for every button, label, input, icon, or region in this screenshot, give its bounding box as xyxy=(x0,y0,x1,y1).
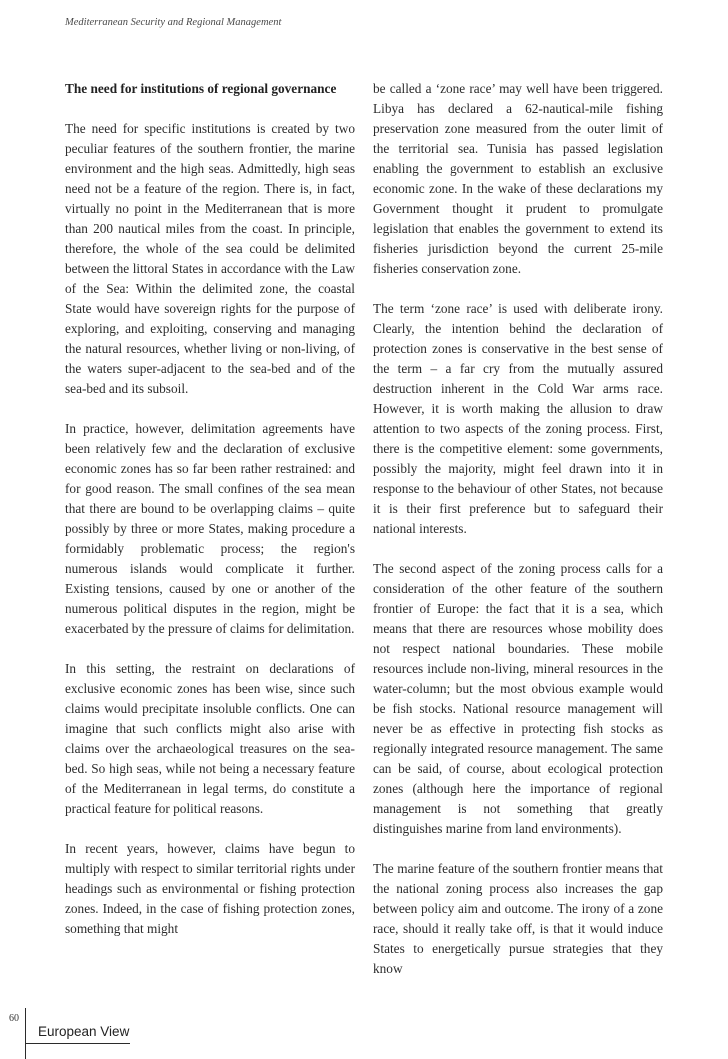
footer-divider xyxy=(25,1043,130,1044)
paragraph: be called a ‘zone race’ may well have been triggered. Libya has declared a 62-nautical-mile fishing preservation zone measured from the outer limit of the territorial sea. Tunisia has passed legislation enabling the government to establish an exclusive economic zone. In the wake of these declarations my Government thought it prudent to promulgate legislation that enables the government to extend its fisheries jurisdiction beyond the current 25-mile fisheries conservation zone. xyxy=(373,81,663,276)
left-column xyxy=(65,79,355,959)
paragraph: In practice, however, delimitation agreements have been relatively few and the declaration of exclusive economic zones has so far been rather restrained: and for good reason. The small confines of the sea mean that there are bound to be overlapping claims – quite possibly by three or more States, making procedure a formidably problematic process; the region's numerous islands would complicate it further. Existing tensions, caused by one or another of the numerous political disputes in the region, might be exacerbated by the pressure of claims for delimitation. xyxy=(65,421,355,636)
paragraph: In this setting, the restraint on declarations of exclusive economic zones has been wise, since such claims would precipitate insoluble conflicts. One can imagine that such conflicts might also arise with claims over the archaeological treasures on the sea-bed. So high seas, while not being a necessary feature of the Mediterranean in legal terms, do constitute a practical feature for political reasons. xyxy=(65,661,355,816)
paragraph: The term ‘zone race’ is used with deliberate irony. Clearly, the intention behind the declaration of protection zones is conservative in the best sense of the term – a far cry from the mutually assured destruction inherent in the Cold War arms race. However, it is worth making the allusion to draw attention to two aspects of the zoning process. First, there is the competitive element: some governments, possibly the majority, might feel drawn into it in response to the behaviour of other States, not because it is their first preference but to safeguard their national interests. xyxy=(373,301,663,536)
publication-title: European View xyxy=(38,1024,130,1039)
paragraph: The second aspect of the zoning process calls for a consideration of the other feature of the southern frontier of Europe: the fact that it is a sea, which means that there are resources whose mobility does not respect national boundaries. These mobile resources include non-living, mineral resources in the water-column; but the most obvious example would be fish stocks. National resource management will never be as effective in protecting fish stocks as regionally integrated resource management. The same can be said, of course, about ecological protection zones (although here the importance of regional management is not something that greatly distinguishes marine from land environments). xyxy=(373,561,663,836)
page-number: 60 xyxy=(9,1013,19,1024)
running-title: Mediterranean Security and Regional Management xyxy=(65,17,282,28)
paragraph: The marine feature of the southern frontier means that the national zoning process also increases the gap between policy aim and outcome. The irony of a zone race, should it really take off, is that it would induce States to energetically pursue strategies that they know xyxy=(373,861,663,976)
right-column xyxy=(373,79,663,999)
paragraph: In recent years, however, claims have begun to multiply with respect to similar territorial rights under headings such as environmental or fishing protection zones. Indeed, in the case of fishing protection zones, something that might xyxy=(65,841,355,936)
paragraph: The need for specific institutions is created by two peculiar features of the southern frontier, the marine environment and the high seas. Admittedly, high seas need not be a feature of the region. There is, in fact, virtually no point in the Mediterranean that is more than 200 nautical miles from the coast. In principle, therefore, the whole of the sea could be delimited between the littoral States in accordance with the Law of the Sea: Within the delimited zone, the coastal State would have sovereign rights for the purpose of exploring, and exploiting, conserving and managing the natural resources, whether living or non-living, of the waters super-adjacent to the sea-bed and of the sea-bed and its subsoil. xyxy=(65,121,355,396)
section-heading: The need for institutions of regional governance xyxy=(65,81,337,96)
